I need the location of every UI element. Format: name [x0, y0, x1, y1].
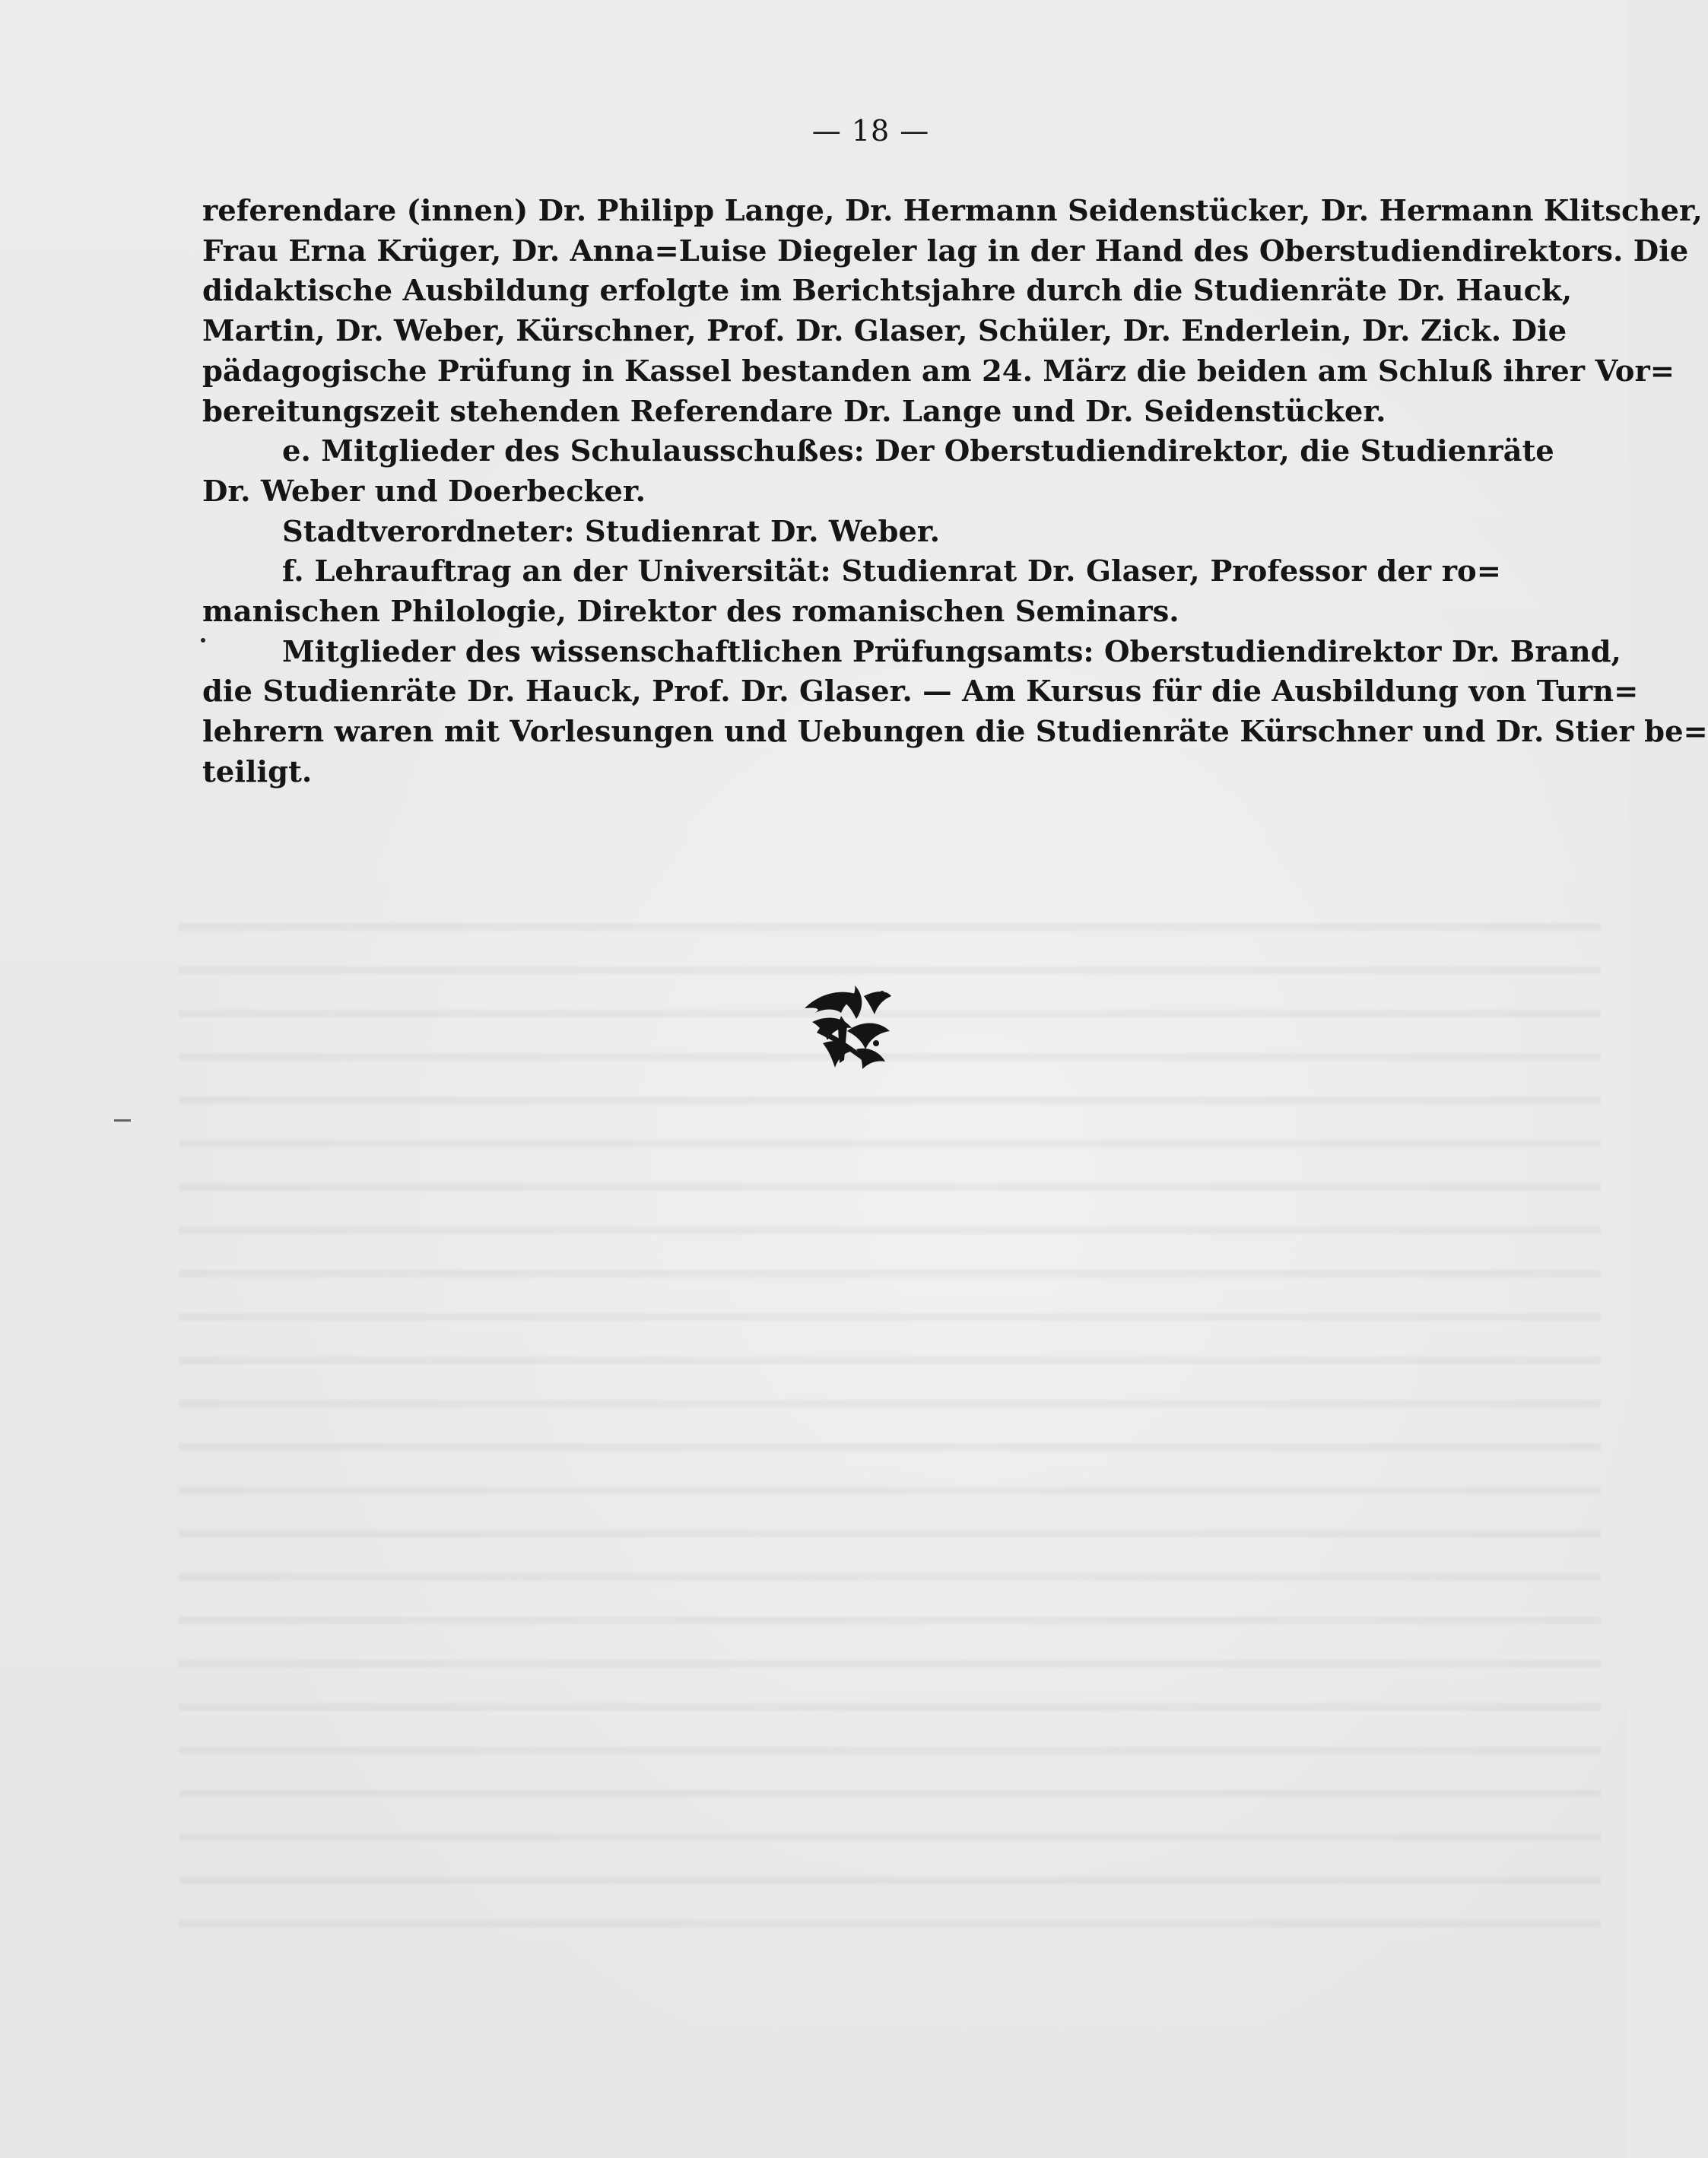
text-line: Martin, Dr. Weber, Kürschner, Prof. Dr. Glaser, Schüler, Dr. Enderlein, Dr. Zick. Die — [202, 314, 1567, 349]
text-line: lehrern waren mit Vorlesungen und Uebungen die Studienräte Kürschner und Dr. Stier be= — [202, 715, 1708, 750]
text-line: manischen Philologie, Direktor des romanischen Seminars. — [202, 595, 1179, 630]
body-text — [202, 192, 1708, 793]
text-line: f. Lehrauftrag an der Universität: Studienrat Dr. Glaser, Professor der ro= — [282, 554, 1501, 589]
text-line: didaktische Ausbildung erfolgte im Berichtsjahre durch die Studienräte Dr. Hauck, — [202, 274, 1573, 309]
text-line: Mitglieder des wissenschaftlichen Prüfungsamts: Oberstudiendirektor Dr. Brand, — [282, 634, 1621, 669]
fleuron-ornament-icon — [797, 979, 896, 1074]
text-line: pädagogische Prüfung in Kassel bestanden am 24. März die beiden am Schluß ihrer Vor= — [202, 354, 1675, 389]
text-line: Frau Erna Krüger, Dr. Anna=Luise Diegeler lag in der Hand des Oberstudiendirektors. Die — [202, 233, 1689, 268]
text-line: Dr. Weber und Doerbecker. — [202, 474, 646, 509]
page-number: — 18 — — [811, 114, 930, 148]
text-line: die Studienräte Dr. Hauck, Prof. Dr. Glaser. — Am Kursus für die Ausbildung von Turn= — [202, 674, 1639, 709]
text-line: teiligt. — [202, 754, 313, 789]
text-line: bereitungszeit stehenden Referendare Dr. Lange und Dr. Seidenstücker. — [202, 394, 1386, 429]
text-line: e. Mitglieder des Schulausschußes: Der Oberstudiendirektor, die Studienräte — [282, 434, 1554, 469]
text-line: referendare (innen) Dr. Philipp Lange, Dr. Hermann Seidenstücker, Dr. Hermann Klitscher, — [202, 194, 1703, 228]
margin-mark — [114, 1119, 131, 1122]
stray-dot — [201, 638, 205, 643]
text-line: Stadtverordneter: Studienrat Dr. Weber. — [282, 514, 941, 549]
